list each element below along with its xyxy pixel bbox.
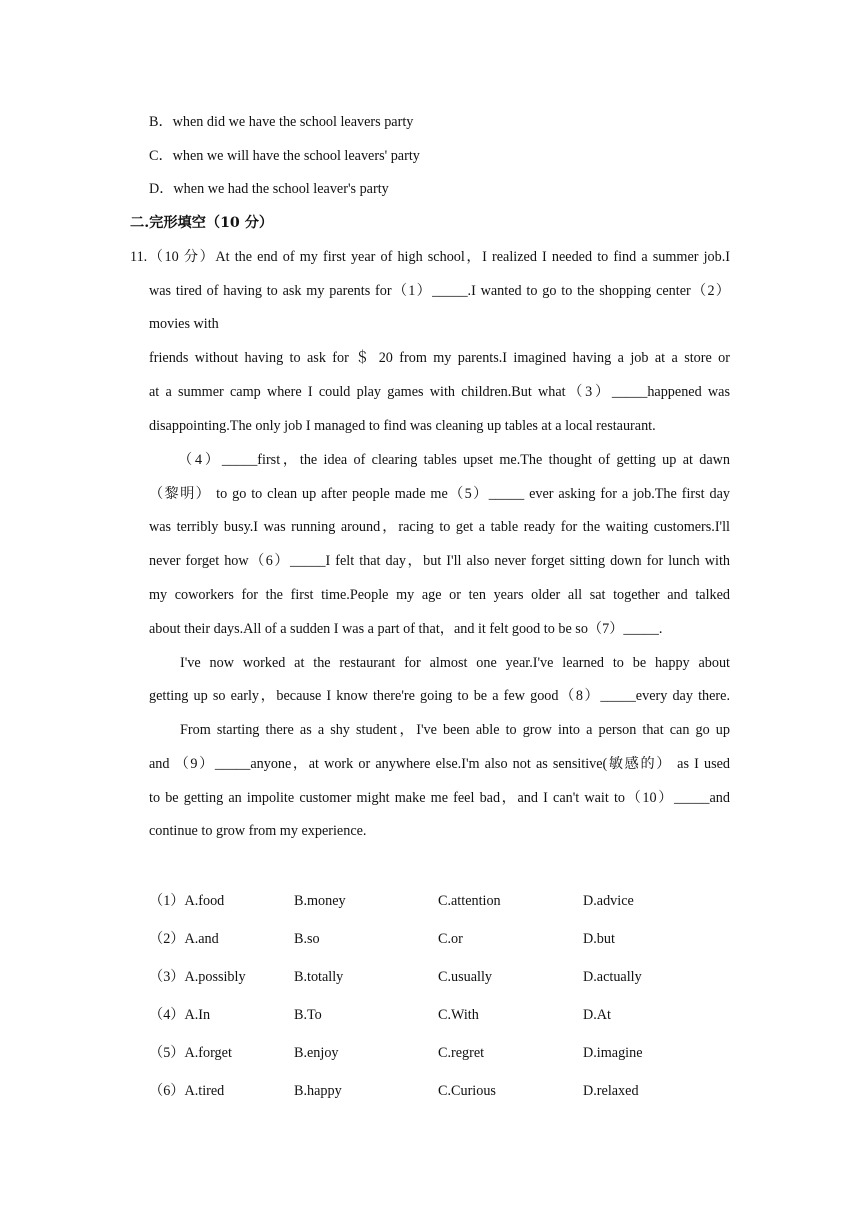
passage-line: and （9）_____anyone，at work or anywhere else.I'm also not as sensitive(敏感的） as I used <box>149 756 730 772</box>
passage-line: to be getting an impolite customer might make me feel bad，and I can't wait to（10）_____and <box>149 790 730 806</box>
passage-line: 11.（10 分）At the end of my first year of high school，I realized I needed to find a summer job.I <box>130 249 730 265</box>
option-row <box>149 1005 709 1025</box>
option-a: （1）A.food <box>149 893 225 909</box>
option-b: B.so <box>294 931 320 947</box>
passage-line: my coworkers for the first time.People my age or ten years older all sat together and talked <box>149 587 730 603</box>
option-row <box>149 967 709 987</box>
section-heading: 二.完形填空（10 分） <box>130 215 274 231</box>
option-a: （6）A.tired <box>149 1083 225 1099</box>
option-c: C.attention <box>438 893 501 909</box>
option-d: D.imagine <box>583 1045 643 1061</box>
option-d: D.actually <box>583 969 642 985</box>
passage-line: was terribly busy.I was running around，racing to get a table ready for the waiting customers.I'll <box>149 519 730 535</box>
option-c: C.usually <box>438 969 492 985</box>
option-d: D.relaxed <box>583 1083 639 1099</box>
option-b: B.totally <box>294 969 344 985</box>
option-b: B.enjoy <box>294 1045 339 1061</box>
option-row <box>149 891 709 911</box>
passage-line: disappointing.The only job I managed to find was cleaning up tables at a local restaurant. <box>149 418 656 434</box>
option-d: D.advice <box>583 893 634 909</box>
option-c: C.With <box>438 1007 479 1023</box>
option-b: B.happy <box>294 1083 342 1099</box>
option-b-previous-question: B．when did we have the school leavers party <box>149 114 414 130</box>
passage-line: I've now worked at the restaurant for almost one year.I've learned to be happy about <box>180 655 730 671</box>
passage-line: at a summer camp where I could play games with children.But what（3）_____happened was <box>149 384 730 400</box>
passage-line: From starting there as a shy student，I've been able to grow into a person that can go up <box>180 722 730 738</box>
option-row <box>149 929 709 949</box>
passage-line: was tired of having to ask my parents for（1）_____.I wanted to go to the shopping center（2） <box>149 283 730 299</box>
option-a: （5）A.forget <box>149 1045 232 1061</box>
option-a: （4）A.In <box>149 1007 211 1023</box>
passage-line: never forget how（6）_____I felt that day，but I'll also never forget sitting down for lunch with <box>149 553 730 569</box>
passage-line: continue to grow from my experience. <box>149 823 367 839</box>
option-c: C.regret <box>438 1045 485 1061</box>
option-c: C.Curious <box>438 1083 496 1099</box>
option-row <box>149 1043 709 1063</box>
passage-line: （4）_____first，the idea of clearing tables upset me.The thought of getting up at dawn <box>178 452 730 468</box>
option-d-previous-question: D．when we had the school leaver's party <box>149 181 389 197</box>
option-a: （2）A.and <box>149 931 219 947</box>
passage-line: friends without having to ask for ＄ 20 from my parents.I imagined having a job at a store or <box>149 350 730 366</box>
option-a: （3）A.possibly <box>149 969 246 985</box>
option-d: D.but <box>583 931 615 947</box>
passage-line: about their days.All of a sudden I was a part of that，and it felt good to be so（7）_____. <box>149 621 663 637</box>
passage-line: （黎明） to go to clean up after people made me（5）_____ ever asking for a job.The first day <box>149 486 730 502</box>
option-c-previous-question: C．when we will have the school leavers' party <box>149 148 420 164</box>
passage-line: movies with <box>149 316 219 332</box>
option-b: B.money <box>294 893 346 909</box>
option-row <box>149 1081 709 1101</box>
option-d: D.At <box>583 1007 611 1023</box>
passage-line: getting up so early，because I know there're going to be a few good（8）_____every day there. <box>149 688 730 704</box>
option-c: C.or <box>438 931 463 947</box>
option-b: B.To <box>294 1007 322 1023</box>
